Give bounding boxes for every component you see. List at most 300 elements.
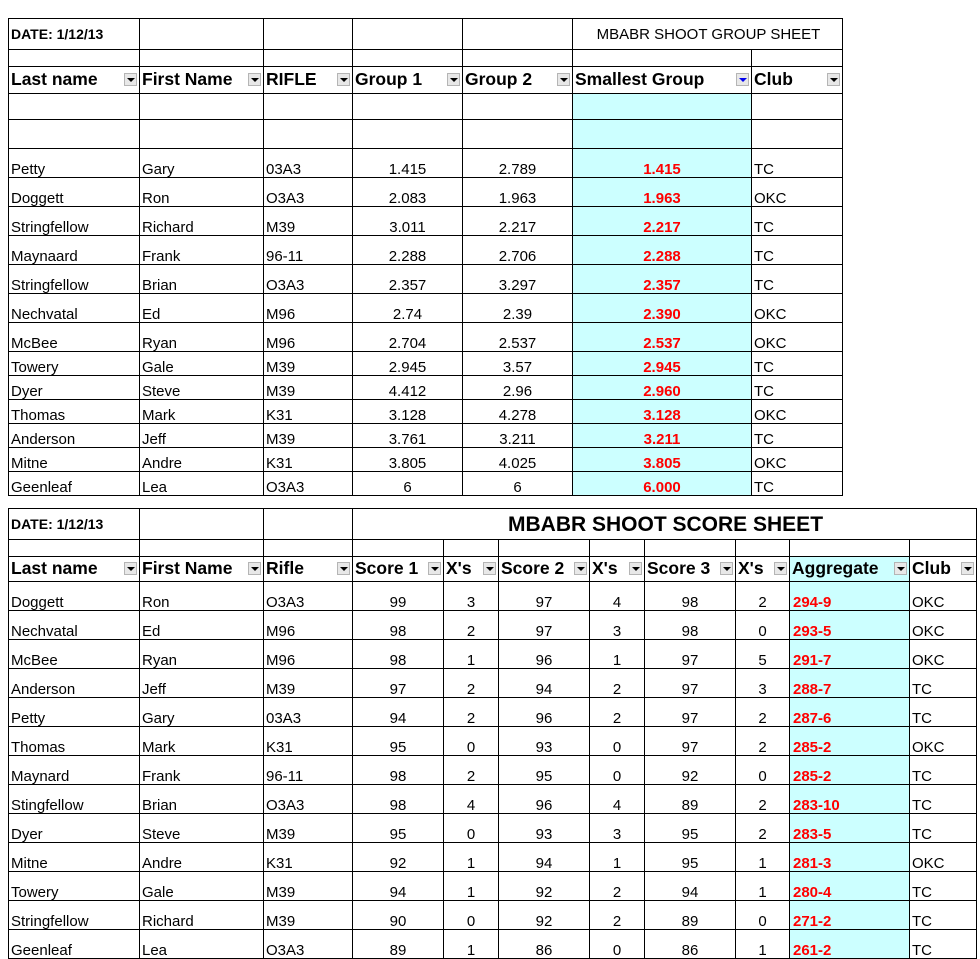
filter-dropdown-icon[interactable]	[720, 562, 733, 575]
table-cell[interactable]: 2.945	[353, 352, 463, 376]
header-last-name[interactable]	[9, 557, 140, 582]
table-cell[interactable]: Maynaard	[9, 236, 140, 265]
table-cell[interactable]: 6	[463, 472, 573, 496]
table-cell[interactable]: 2	[736, 582, 790, 611]
table-cell[interactable]: 98	[645, 611, 736, 640]
table-cell[interactable]: 1.963	[573, 178, 752, 207]
table-cell[interactable]: 293-5	[790, 611, 910, 640]
table-cell[interactable]: 1	[590, 640, 645, 669]
table-cell[interactable]: 97	[499, 611, 590, 640]
table-cell[interactable]: 291-7	[790, 640, 910, 669]
table-cell[interactable]: 3.211	[463, 424, 573, 448]
empty-cell[interactable]	[9, 94, 140, 120]
header-club[interactable]	[910, 557, 977, 582]
table-cell[interactable]: 3.211	[573, 424, 752, 448]
table-cell[interactable]: 2.357	[353, 265, 463, 294]
table-cell[interactable]: 2	[444, 698, 499, 727]
table-cell[interactable]: 4.025	[463, 448, 573, 472]
empty-cell[interactable]	[140, 509, 264, 540]
table-cell[interactable]: 2	[444, 756, 499, 785]
header-club[interactable]	[752, 67, 843, 94]
table-cell[interactable]: Steve	[140, 814, 264, 843]
table-cell[interactable]: TC	[752, 207, 843, 236]
header-group-1[interactable]	[353, 67, 463, 94]
table-cell[interactable]: 3.011	[353, 207, 463, 236]
table-cell[interactable]: 2.960	[573, 376, 752, 400]
table-cell[interactable]: 2	[736, 698, 790, 727]
table-cell[interactable]: 0	[590, 756, 645, 785]
header-score-3[interactable]	[645, 557, 736, 582]
empty-cell[interactable]	[353, 19, 463, 50]
table-cell[interactable]: 281-3	[790, 843, 910, 872]
table-cell[interactable]: 93	[499, 727, 590, 756]
table-cell[interactable]: Mitne	[9, 843, 140, 872]
table-cell[interactable]: OKC	[910, 727, 977, 756]
table-cell[interactable]: M39	[264, 376, 353, 400]
table-cell[interactable]: 1.415	[353, 149, 463, 178]
table-cell[interactable]: 3	[736, 669, 790, 698]
table-cell[interactable]: Richard	[140, 207, 264, 236]
table-cell[interactable]: McBee	[9, 323, 140, 352]
table-cell[interactable]: 96	[499, 640, 590, 669]
table-cell[interactable]: Petty	[9, 149, 140, 178]
empty-cell[interactable]	[9, 50, 140, 67]
table-cell[interactable]: 4.278	[463, 400, 573, 424]
score-date[interactable]: DATE: 1/12/13	[9, 509, 140, 540]
table-cell[interactable]: 2.39	[463, 294, 573, 323]
table-cell[interactable]: Ron	[140, 582, 264, 611]
table-cell[interactable]: 95	[645, 814, 736, 843]
table-cell[interactable]: Ryan	[140, 323, 264, 352]
table-cell[interactable]: TC	[752, 424, 843, 448]
table-cell[interactable]: TC	[910, 785, 977, 814]
empty-cell[interactable]	[264, 19, 353, 50]
table-cell[interactable]: TC	[752, 472, 843, 496]
empty-cell[interactable]	[645, 540, 736, 557]
table-cell[interactable]: Stringfellow	[9, 265, 140, 294]
table-cell[interactable]: Doggett	[9, 582, 140, 611]
table-cell[interactable]: OKC	[752, 294, 843, 323]
table-cell[interactable]: 287-6	[790, 698, 910, 727]
table-cell[interactable]: 283-5	[790, 814, 910, 843]
table-cell[interactable]: 0	[444, 901, 499, 930]
empty-cell[interactable]	[444, 540, 499, 557]
table-cell[interactable]: 98	[353, 785, 444, 814]
table-cell[interactable]: Gary	[140, 149, 264, 178]
table-cell[interactable]: Dyer	[9, 376, 140, 400]
table-cell[interactable]: 2	[590, 698, 645, 727]
table-cell[interactable]: 93	[499, 814, 590, 843]
empty-cell[interactable]	[264, 50, 353, 67]
empty-cell[interactable]	[573, 50, 752, 67]
table-cell[interactable]: Towery	[9, 872, 140, 901]
table-cell[interactable]: TC	[752, 265, 843, 294]
table-cell[interactable]: Stringfellow	[9, 207, 140, 236]
empty-cell[interactable]	[573, 94, 752, 120]
filter-dropdown-icon[interactable]	[248, 73, 261, 86]
table-cell[interactable]: 0	[590, 930, 645, 959]
table-cell[interactable]: M39	[264, 352, 353, 376]
table-cell[interactable]: 3.297	[463, 265, 573, 294]
table-cell[interactable]: 3.128	[353, 400, 463, 424]
table-cell[interactable]: McBee	[9, 640, 140, 669]
table-cell[interactable]: 285-2	[790, 756, 910, 785]
table-cell[interactable]: 3.805	[573, 448, 752, 472]
table-cell[interactable]: 1	[736, 930, 790, 959]
table-cell[interactable]: 2.217	[463, 207, 573, 236]
table-cell[interactable]: Mitne	[9, 448, 140, 472]
table-cell[interactable]: OKC	[752, 448, 843, 472]
table-cell[interactable]: M39	[264, 901, 353, 930]
table-cell[interactable]: 1	[736, 843, 790, 872]
table-cell[interactable]: Geenleaf	[9, 472, 140, 496]
table-cell[interactable]: M39	[264, 814, 353, 843]
table-cell[interactable]: TC	[752, 376, 843, 400]
table-cell[interactable]: 98	[645, 582, 736, 611]
table-cell[interactable]: 1	[590, 843, 645, 872]
table-cell[interactable]: 0	[590, 727, 645, 756]
table-cell[interactable]: TC	[910, 814, 977, 843]
table-cell[interactable]: 03A3	[264, 698, 353, 727]
header-score-1[interactable]	[353, 557, 444, 582]
table-cell[interactable]: Nechvatal	[9, 611, 140, 640]
table-cell[interactable]: 4.412	[353, 376, 463, 400]
table-cell[interactable]: 98	[353, 756, 444, 785]
table-cell[interactable]: 03A3	[264, 149, 353, 178]
table-cell[interactable]: 97	[499, 582, 590, 611]
table-cell[interactable]: 95	[645, 843, 736, 872]
sort-dropdown-icon[interactable]	[736, 73, 749, 86]
table-cell[interactable]: Mark	[140, 727, 264, 756]
table-cell[interactable]: TC	[910, 756, 977, 785]
table-cell[interactable]: 261-2	[790, 930, 910, 959]
table-cell[interactable]: 97	[353, 669, 444, 698]
table-cell[interactable]: 95	[353, 727, 444, 756]
header-xs-2[interactable]	[590, 557, 645, 582]
header-group-2[interactable]	[463, 67, 573, 94]
table-cell[interactable]: 294-9	[790, 582, 910, 611]
table-cell[interactable]: Andre	[140, 843, 264, 872]
table-cell[interactable]: 271-2	[790, 901, 910, 930]
table-cell[interactable]: 0	[444, 727, 499, 756]
empty-cell[interactable]	[736, 540, 790, 557]
table-cell[interactable]: 2.537	[573, 323, 752, 352]
table-cell[interactable]: TC	[910, 901, 977, 930]
table-cell[interactable]: 89	[645, 785, 736, 814]
table-cell[interactable]: 0	[736, 901, 790, 930]
table-cell[interactable]: 1.963	[463, 178, 573, 207]
table-cell[interactable]: 94	[353, 872, 444, 901]
empty-cell[interactable]	[140, 19, 264, 50]
empty-cell[interactable]	[140, 540, 264, 557]
table-cell[interactable]: 96	[499, 785, 590, 814]
table-cell[interactable]: 98	[353, 640, 444, 669]
empty-cell[interactable]	[264, 540, 353, 557]
table-cell[interactable]: Geenleaf	[9, 930, 140, 959]
filter-dropdown-icon[interactable]	[124, 562, 137, 575]
table-cell[interactable]: M96	[264, 323, 353, 352]
empty-cell[interactable]	[910, 540, 977, 557]
table-cell[interactable]: OKC	[910, 582, 977, 611]
table-cell[interactable]: TC	[752, 236, 843, 265]
table-cell[interactable]: 2.217	[573, 207, 752, 236]
group-date[interactable]: DATE: 1/12/13	[9, 19, 140, 50]
table-cell[interactable]: 2.706	[463, 236, 573, 265]
table-cell[interactable]: 0	[736, 756, 790, 785]
empty-cell[interactable]	[353, 50, 463, 67]
table-cell[interactable]: O3A3	[264, 930, 353, 959]
table-cell[interactable]: Doggett	[9, 178, 140, 207]
table-cell[interactable]: 288-7	[790, 669, 910, 698]
table-cell[interactable]: Nechvatal	[9, 294, 140, 323]
table-cell[interactable]: Brian	[140, 265, 264, 294]
empty-cell[interactable]	[140, 50, 264, 67]
table-cell[interactable]: O3A3	[264, 265, 353, 294]
empty-cell[interactable]	[140, 120, 264, 149]
table-cell[interactable]: K31	[264, 448, 353, 472]
table-cell[interactable]: O3A3	[264, 785, 353, 814]
header-first-name[interactable]	[140, 557, 264, 582]
table-cell[interactable]: Thomas	[9, 400, 140, 424]
table-cell[interactable]: 1	[444, 640, 499, 669]
table-cell[interactable]: 285-2	[790, 727, 910, 756]
table-cell[interactable]: 97	[645, 698, 736, 727]
table-cell[interactable]: 2.288	[573, 236, 752, 265]
table-cell[interactable]: 4	[590, 582, 645, 611]
filter-dropdown-icon[interactable]	[337, 73, 350, 86]
table-cell[interactable]: 96-11	[264, 756, 353, 785]
filter-dropdown-icon[interactable]	[557, 73, 570, 86]
filter-dropdown-icon[interactable]	[428, 562, 441, 575]
empty-cell[interactable]	[140, 94, 264, 120]
filter-dropdown-icon[interactable]	[961, 562, 974, 575]
table-cell[interactable]: 3.761	[353, 424, 463, 448]
table-cell[interactable]: K31	[264, 843, 353, 872]
table-cell[interactable]: M96	[264, 640, 353, 669]
empty-cell[interactable]	[264, 94, 353, 120]
table-cell[interactable]: TC	[752, 149, 843, 178]
table-cell[interactable]: Towery	[9, 352, 140, 376]
table-cell[interactable]: Stingfellow	[9, 785, 140, 814]
filter-dropdown-icon[interactable]	[248, 562, 261, 575]
table-cell[interactable]: Frank	[140, 236, 264, 265]
table-cell[interactable]: 6.000	[573, 472, 752, 496]
table-cell[interactable]: 0	[736, 611, 790, 640]
table-cell[interactable]: 2	[444, 611, 499, 640]
header-aggregate[interactable]	[790, 557, 910, 582]
empty-cell[interactable]	[463, 120, 573, 149]
table-cell[interactable]: OKC	[910, 640, 977, 669]
empty-cell[interactable]	[463, 94, 573, 120]
table-cell[interactable]: Petty	[9, 698, 140, 727]
header-first-name[interactable]	[140, 67, 264, 94]
table-cell[interactable]: Mark	[140, 400, 264, 424]
table-cell[interactable]: 2.288	[353, 236, 463, 265]
table-cell[interactable]: Jeff	[140, 669, 264, 698]
table-cell[interactable]: 97	[645, 727, 736, 756]
table-cell[interactable]: 89	[645, 901, 736, 930]
filter-dropdown-icon[interactable]	[629, 562, 642, 575]
empty-cell[interactable]	[353, 120, 463, 149]
table-cell[interactable]: 92	[499, 901, 590, 930]
table-cell[interactable]: 2.537	[463, 323, 573, 352]
table-cell[interactable]: Anderson	[9, 424, 140, 448]
table-cell[interactable]: O3A3	[264, 472, 353, 496]
table-cell[interactable]: 94	[499, 843, 590, 872]
table-cell[interactable]: 1.415	[573, 149, 752, 178]
empty-cell[interactable]	[499, 540, 590, 557]
table-cell[interactable]: TC	[910, 698, 977, 727]
table-cell[interactable]: 2	[444, 669, 499, 698]
table-cell[interactable]: Gary	[140, 698, 264, 727]
table-cell[interactable]: 98	[353, 611, 444, 640]
table-cell[interactable]: TC	[752, 352, 843, 376]
table-cell[interactable]: Thomas	[9, 727, 140, 756]
filter-dropdown-icon[interactable]	[483, 562, 496, 575]
table-cell[interactable]: 2.390	[573, 294, 752, 323]
table-cell[interactable]: 1	[444, 930, 499, 959]
table-cell[interactable]: 94	[353, 698, 444, 727]
table-cell[interactable]: 92	[353, 843, 444, 872]
table-cell[interactable]: Ron	[140, 178, 264, 207]
table-cell[interactable]: Jeff	[140, 424, 264, 448]
table-cell[interactable]: OKC	[910, 611, 977, 640]
header-xs-1[interactable]	[444, 557, 499, 582]
empty-cell[interactable]	[752, 120, 843, 149]
filter-dropdown-icon[interactable]	[827, 73, 840, 86]
empty-cell[interactable]	[353, 94, 463, 120]
table-cell[interactable]: OKC	[910, 843, 977, 872]
table-cell[interactable]: 92	[499, 872, 590, 901]
table-cell[interactable]: 2	[590, 669, 645, 698]
header-rifle[interactable]	[264, 557, 353, 582]
table-cell[interactable]: 89	[353, 930, 444, 959]
table-cell[interactable]: Lea	[140, 930, 264, 959]
table-cell[interactable]: TC	[910, 930, 977, 959]
table-cell[interactable]: 90	[353, 901, 444, 930]
table-cell[interactable]: Ryan	[140, 640, 264, 669]
table-cell[interactable]: 4	[590, 785, 645, 814]
header-rifle[interactable]	[264, 67, 353, 94]
filter-dropdown-icon[interactable]	[574, 562, 587, 575]
header-smallest-group[interactable]	[573, 67, 752, 94]
table-cell[interactable]: 6	[353, 472, 463, 496]
empty-cell[interactable]	[752, 50, 843, 67]
table-cell[interactable]: 2	[590, 901, 645, 930]
table-cell[interactable]: 1	[736, 872, 790, 901]
table-cell[interactable]: 2.74	[353, 294, 463, 323]
table-cell[interactable]: OKC	[752, 400, 843, 424]
table-cell[interactable]: 280-4	[790, 872, 910, 901]
table-cell[interactable]: Ed	[140, 611, 264, 640]
table-cell[interactable]: 5	[736, 640, 790, 669]
table-cell[interactable]: Stringfellow	[9, 901, 140, 930]
table-cell[interactable]: 99	[353, 582, 444, 611]
table-cell[interactable]: 94	[499, 669, 590, 698]
header-score-2[interactable]	[499, 557, 590, 582]
table-cell[interactable]: 283-10	[790, 785, 910, 814]
table-cell[interactable]: M39	[264, 669, 353, 698]
empty-cell[interactable]	[9, 120, 140, 149]
table-cell[interactable]: Anderson	[9, 669, 140, 698]
table-cell[interactable]: 2.96	[463, 376, 573, 400]
table-cell[interactable]: 97	[645, 669, 736, 698]
table-cell[interactable]: 95	[353, 814, 444, 843]
table-cell[interactable]: 2	[736, 785, 790, 814]
table-cell[interactable]: Dyer	[9, 814, 140, 843]
table-cell[interactable]: 2	[736, 727, 790, 756]
table-cell[interactable]: Steve	[140, 376, 264, 400]
table-cell[interactable]: Gale	[140, 352, 264, 376]
table-cell[interactable]: 2	[590, 872, 645, 901]
empty-cell[interactable]	[590, 540, 645, 557]
table-cell[interactable]: Gale	[140, 872, 264, 901]
table-cell[interactable]: 2	[736, 814, 790, 843]
table-cell[interactable]: 4	[444, 785, 499, 814]
empty-cell[interactable]	[573, 120, 752, 149]
table-cell[interactable]: Frank	[140, 756, 264, 785]
header-xs-3[interactable]	[736, 557, 790, 582]
table-cell[interactable]: OKC	[752, 178, 843, 207]
filter-dropdown-icon[interactable]	[774, 562, 787, 575]
table-cell[interactable]: O3A3	[264, 582, 353, 611]
table-cell[interactable]: M39	[264, 207, 353, 236]
header-last-name[interactable]	[9, 67, 140, 94]
table-cell[interactable]: Lea	[140, 472, 264, 496]
table-cell[interactable]: 92	[645, 756, 736, 785]
table-cell[interactable]: 94	[645, 872, 736, 901]
table-cell[interactable]: M96	[264, 611, 353, 640]
table-cell[interactable]: Maynard	[9, 756, 140, 785]
table-cell[interactable]: TC	[910, 669, 977, 698]
score-sheet-title[interactable]: MBABR SHOOT SCORE SHEET	[353, 509, 977, 540]
table-cell[interactable]: 3.805	[353, 448, 463, 472]
empty-cell[interactable]	[353, 540, 444, 557]
table-cell[interactable]: 95	[499, 756, 590, 785]
table-cell[interactable]: Andre	[140, 448, 264, 472]
table-cell[interactable]: 2.357	[573, 265, 752, 294]
filter-dropdown-icon[interactable]	[447, 73, 460, 86]
empty-cell[interactable]	[264, 509, 353, 540]
table-cell[interactable]: 2.083	[353, 178, 463, 207]
table-cell[interactable]: M39	[264, 424, 353, 448]
empty-cell[interactable]	[463, 19, 573, 50]
table-cell[interactable]: Ed	[140, 294, 264, 323]
table-cell[interactable]: 3.128	[573, 400, 752, 424]
table-cell[interactable]: 3	[590, 814, 645, 843]
empty-cell[interactable]	[752, 94, 843, 120]
table-cell[interactable]: 1	[444, 872, 499, 901]
table-cell[interactable]: 1	[444, 843, 499, 872]
table-cell[interactable]: 97	[645, 640, 736, 669]
table-cell[interactable]: 0	[444, 814, 499, 843]
empty-cell[interactable]	[264, 120, 353, 149]
table-cell[interactable]: M39	[264, 872, 353, 901]
table-cell[interactable]: 2.704	[353, 323, 463, 352]
table-cell[interactable]: K31	[264, 727, 353, 756]
table-cell[interactable]: OKC	[752, 323, 843, 352]
table-cell[interactable]: Brian	[140, 785, 264, 814]
empty-cell[interactable]	[463, 50, 573, 67]
table-cell[interactable]: 2.945	[573, 352, 752, 376]
empty-cell[interactable]	[790, 540, 910, 557]
empty-cell[interactable]	[9, 540, 140, 557]
table-cell[interactable]: K31	[264, 400, 353, 424]
filter-dropdown-icon[interactable]	[894, 562, 907, 575]
table-cell[interactable]: 86	[499, 930, 590, 959]
table-cell[interactable]: TC	[910, 872, 977, 901]
table-cell[interactable]: O3A3	[264, 178, 353, 207]
